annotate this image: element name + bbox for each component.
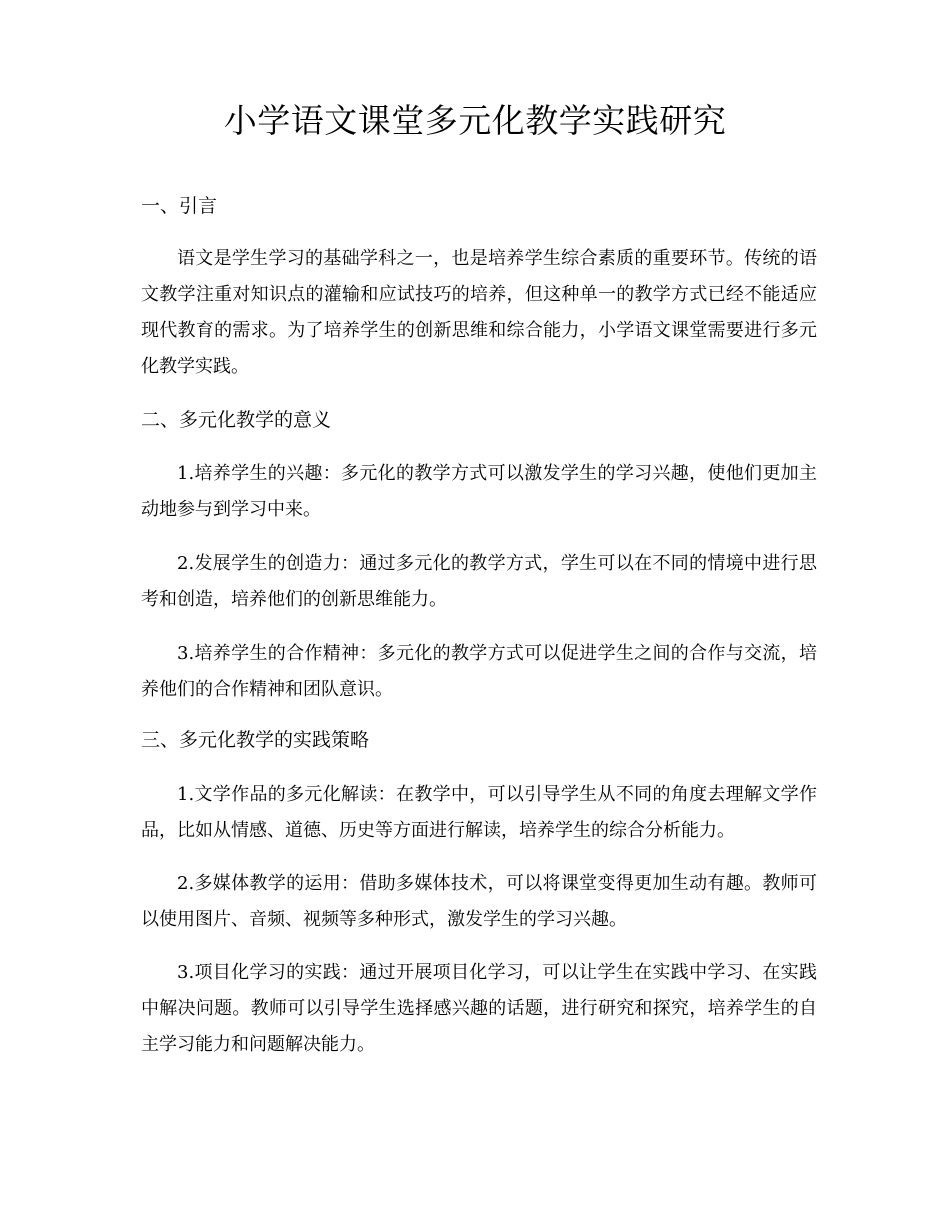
section-heading-strategies: 三、多元化教学的实践策略 [141, 729, 370, 751]
paragraph-strategy-3: 3.项目化学习的实践：通过开展项目化学习，可以让学生在实践中学习、在实践中解决问题。教师可以引导学生选择感兴趣的话题，进行研究和探究，培养学生的自主学习能力和问题解决能力。 [141, 962, 817, 1055]
paragraph-strategy-2: 2.多媒体教学的运用：借助多媒体技术，可以将课堂变得更加生动有趣。教师可以使用图片、音频、视频等多种形式，激发学生的学习兴趣。 [141, 873, 817, 930]
section-heading-introduction: 一、引言 [141, 195, 218, 217]
document-title: 小学语文课堂多元化教学实践研究 [223, 101, 727, 140]
paragraph-significance-2: 2.发展学生的创造力：通过多元化的教学方式，学生可以在不同的情境中进行思考和创造，培养他们的创新思维能力。 [141, 553, 817, 610]
section-heading-significance: 二、多元化教学的意义 [141, 409, 332, 431]
paragraph-significance-3: 3.培养学生的合作精神：多元化的教学方式可以促进学生之间的合作与交流，培养他们的合作精神和团队意识。 [141, 643, 817, 700]
paragraph-strategy-1: 1.文学作品的多元化解读：在教学中，可以引导学生从不同的角度去理解文学作品，比如从情感、道德、历史等方面进行解读，培养学生的综合分析能力。 [141, 784, 817, 841]
paragraph-introduction: 语文是学生学习的基础学科之一，也是培养学生综合素质的重要环节。传统的语文教学注重对知识点的灌输和应试技巧的培养，但这种单一的教学方式已经不能适应现代教育的需求。为了培养学生的创新思维和综合能力，小学语文课堂需要进行多元化教学实践。 [141, 248, 817, 377]
paragraph-significance-1: 1.培养学生的兴趣：多元化的教学方式可以激发学生的学习兴趣，使他们更加主动地参与到学习中来。 [141, 463, 817, 520]
